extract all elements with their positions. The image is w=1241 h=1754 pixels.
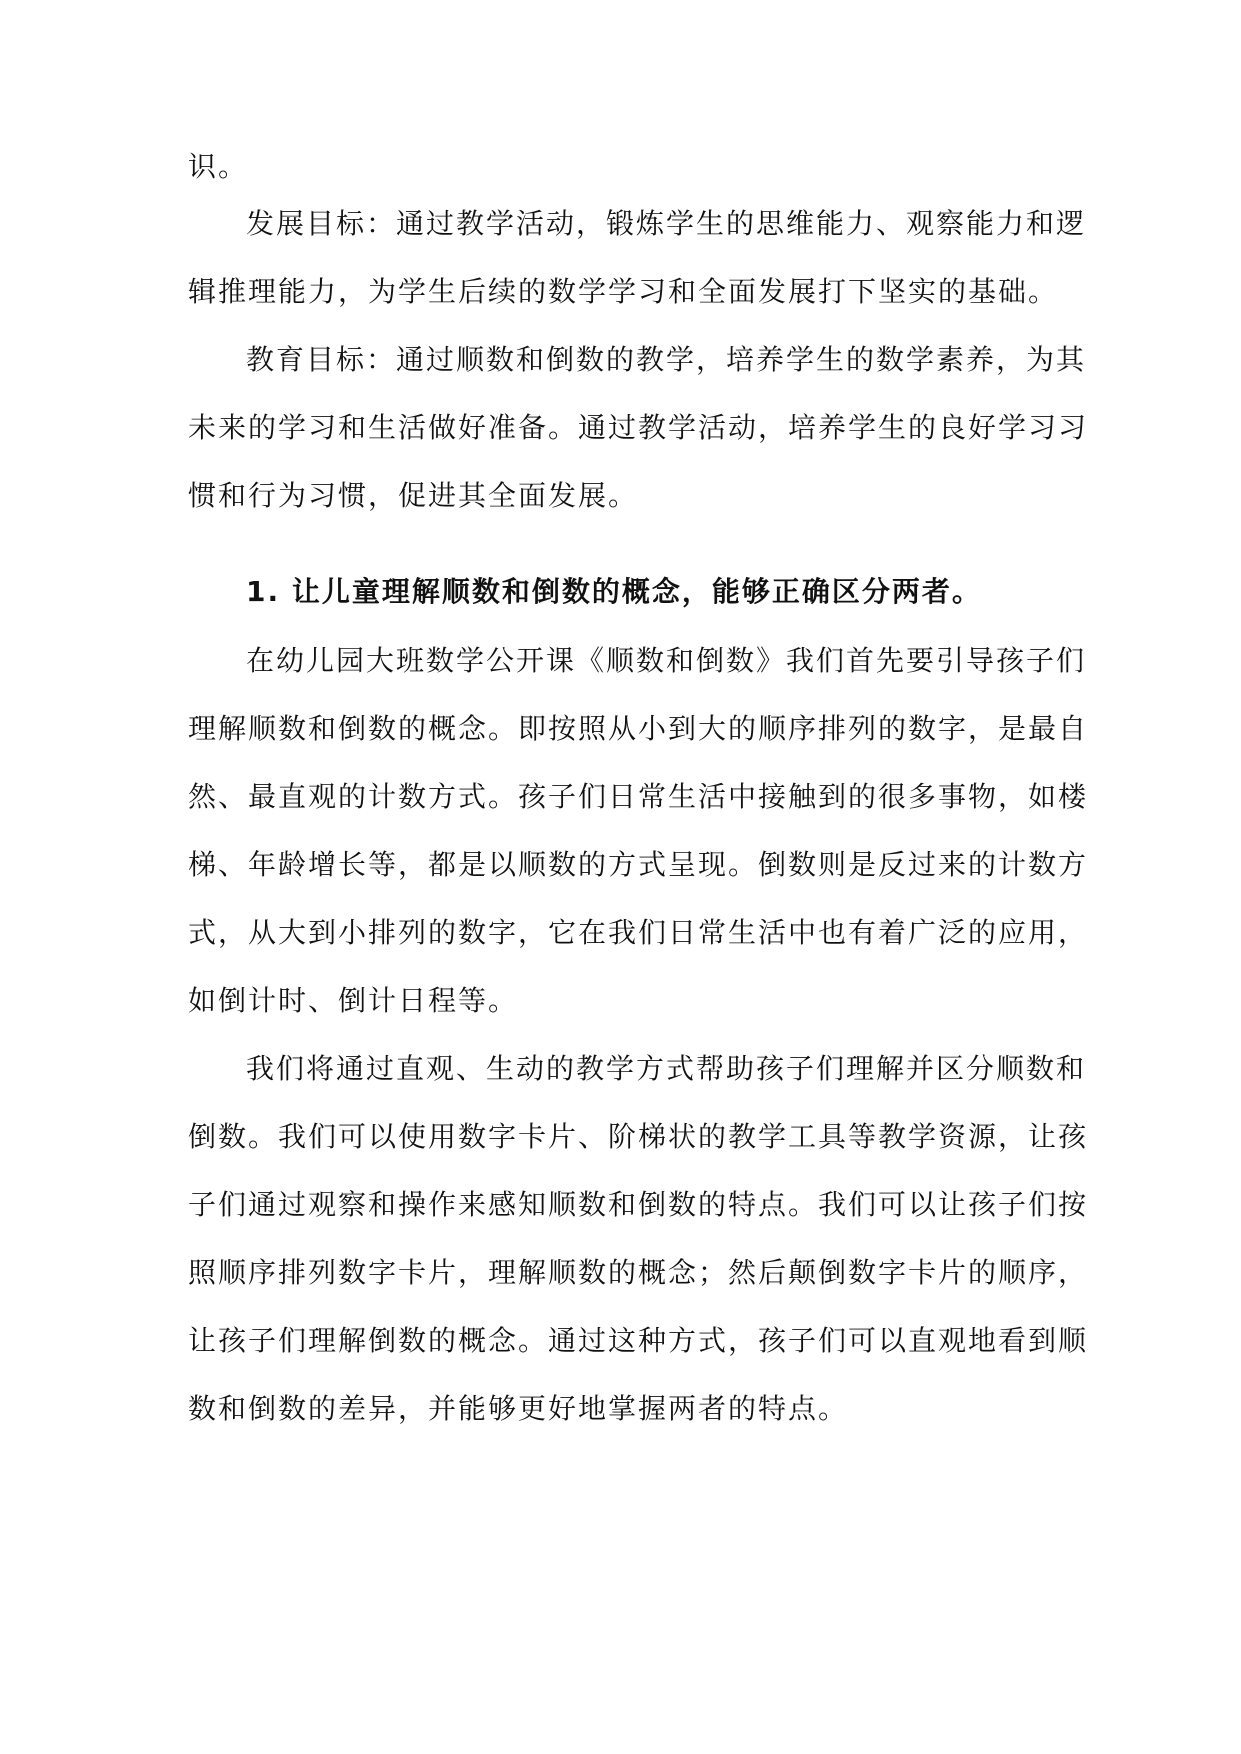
section-heading: 1. 让儿童理解顺数和倒数的概念，能够正确区分两者。 [246,575,982,608]
paragraph-line: 识。 [188,150,249,183]
paragraph-line: 让孩子们理解倒数的概念。通过这种方式，孩子们可以直观地看到顺 [188,1324,1089,1357]
paragraph-line: 梯、年龄增长等，都是以顺数的方式呈现。倒数则是反过来的计数方 [188,848,1089,881]
paragraph-line: 在幼儿园大班数学公开课《顺数和倒数》我们首先要引导孩子们 [246,644,1087,677]
paragraph-line: 如倒计时、倒计日程等。 [188,984,519,1017]
paragraph-line: 式，从大到小排列的数字，它在我们日常生活中也有着广泛的应用， [188,916,1089,949]
paragraph-line: 照顺序排列数字卡片，理解顺数的概念；然后颠倒数字卡片的顺序， [188,1256,1089,1289]
paragraph-line: 发展目标：通过教学活动，锻炼学生的思维能力、观察能力和逻 [246,207,1087,240]
paragraph-line: 倒数。我们可以使用数字卡片、阶梯状的教学工具等教学资源，让孩 [188,1120,1089,1153]
paragraph-line: 然、最直观的计数方式。孩子们日常生活中接触到的很多事物，如楼 [188,780,1089,813]
paragraph-line: 子们通过观察和操作来感知顺数和倒数的特点。我们可以让孩子们按 [188,1188,1089,1221]
paragraph-line: 未来的学习和生活做好准备。通过教学活动，培养学生的良好学习习 [188,411,1089,444]
paragraph-line: 教育目标：通过顺数和倒数的教学，培养学生的数学素养，为其 [246,343,1087,376]
paragraph-line: 我们将通过直观、生动的教学方式帮助孩子们理解并区分顺数和 [246,1052,1087,1085]
paragraph-line: 数和倒数的差异，并能够更好地掌握两者的特点。 [188,1392,849,1425]
paragraph-line: 辑推理能力，为学生后续的数学学习和全面发展打下坚实的基础。 [188,275,1059,308]
paragraph-line: 惯和行为习惯，促进其全面发展。 [188,479,639,512]
paragraph-line: 理解顺数和倒数的概念。即按照从小到大的顺序排列的数字，是最自 [188,712,1089,745]
